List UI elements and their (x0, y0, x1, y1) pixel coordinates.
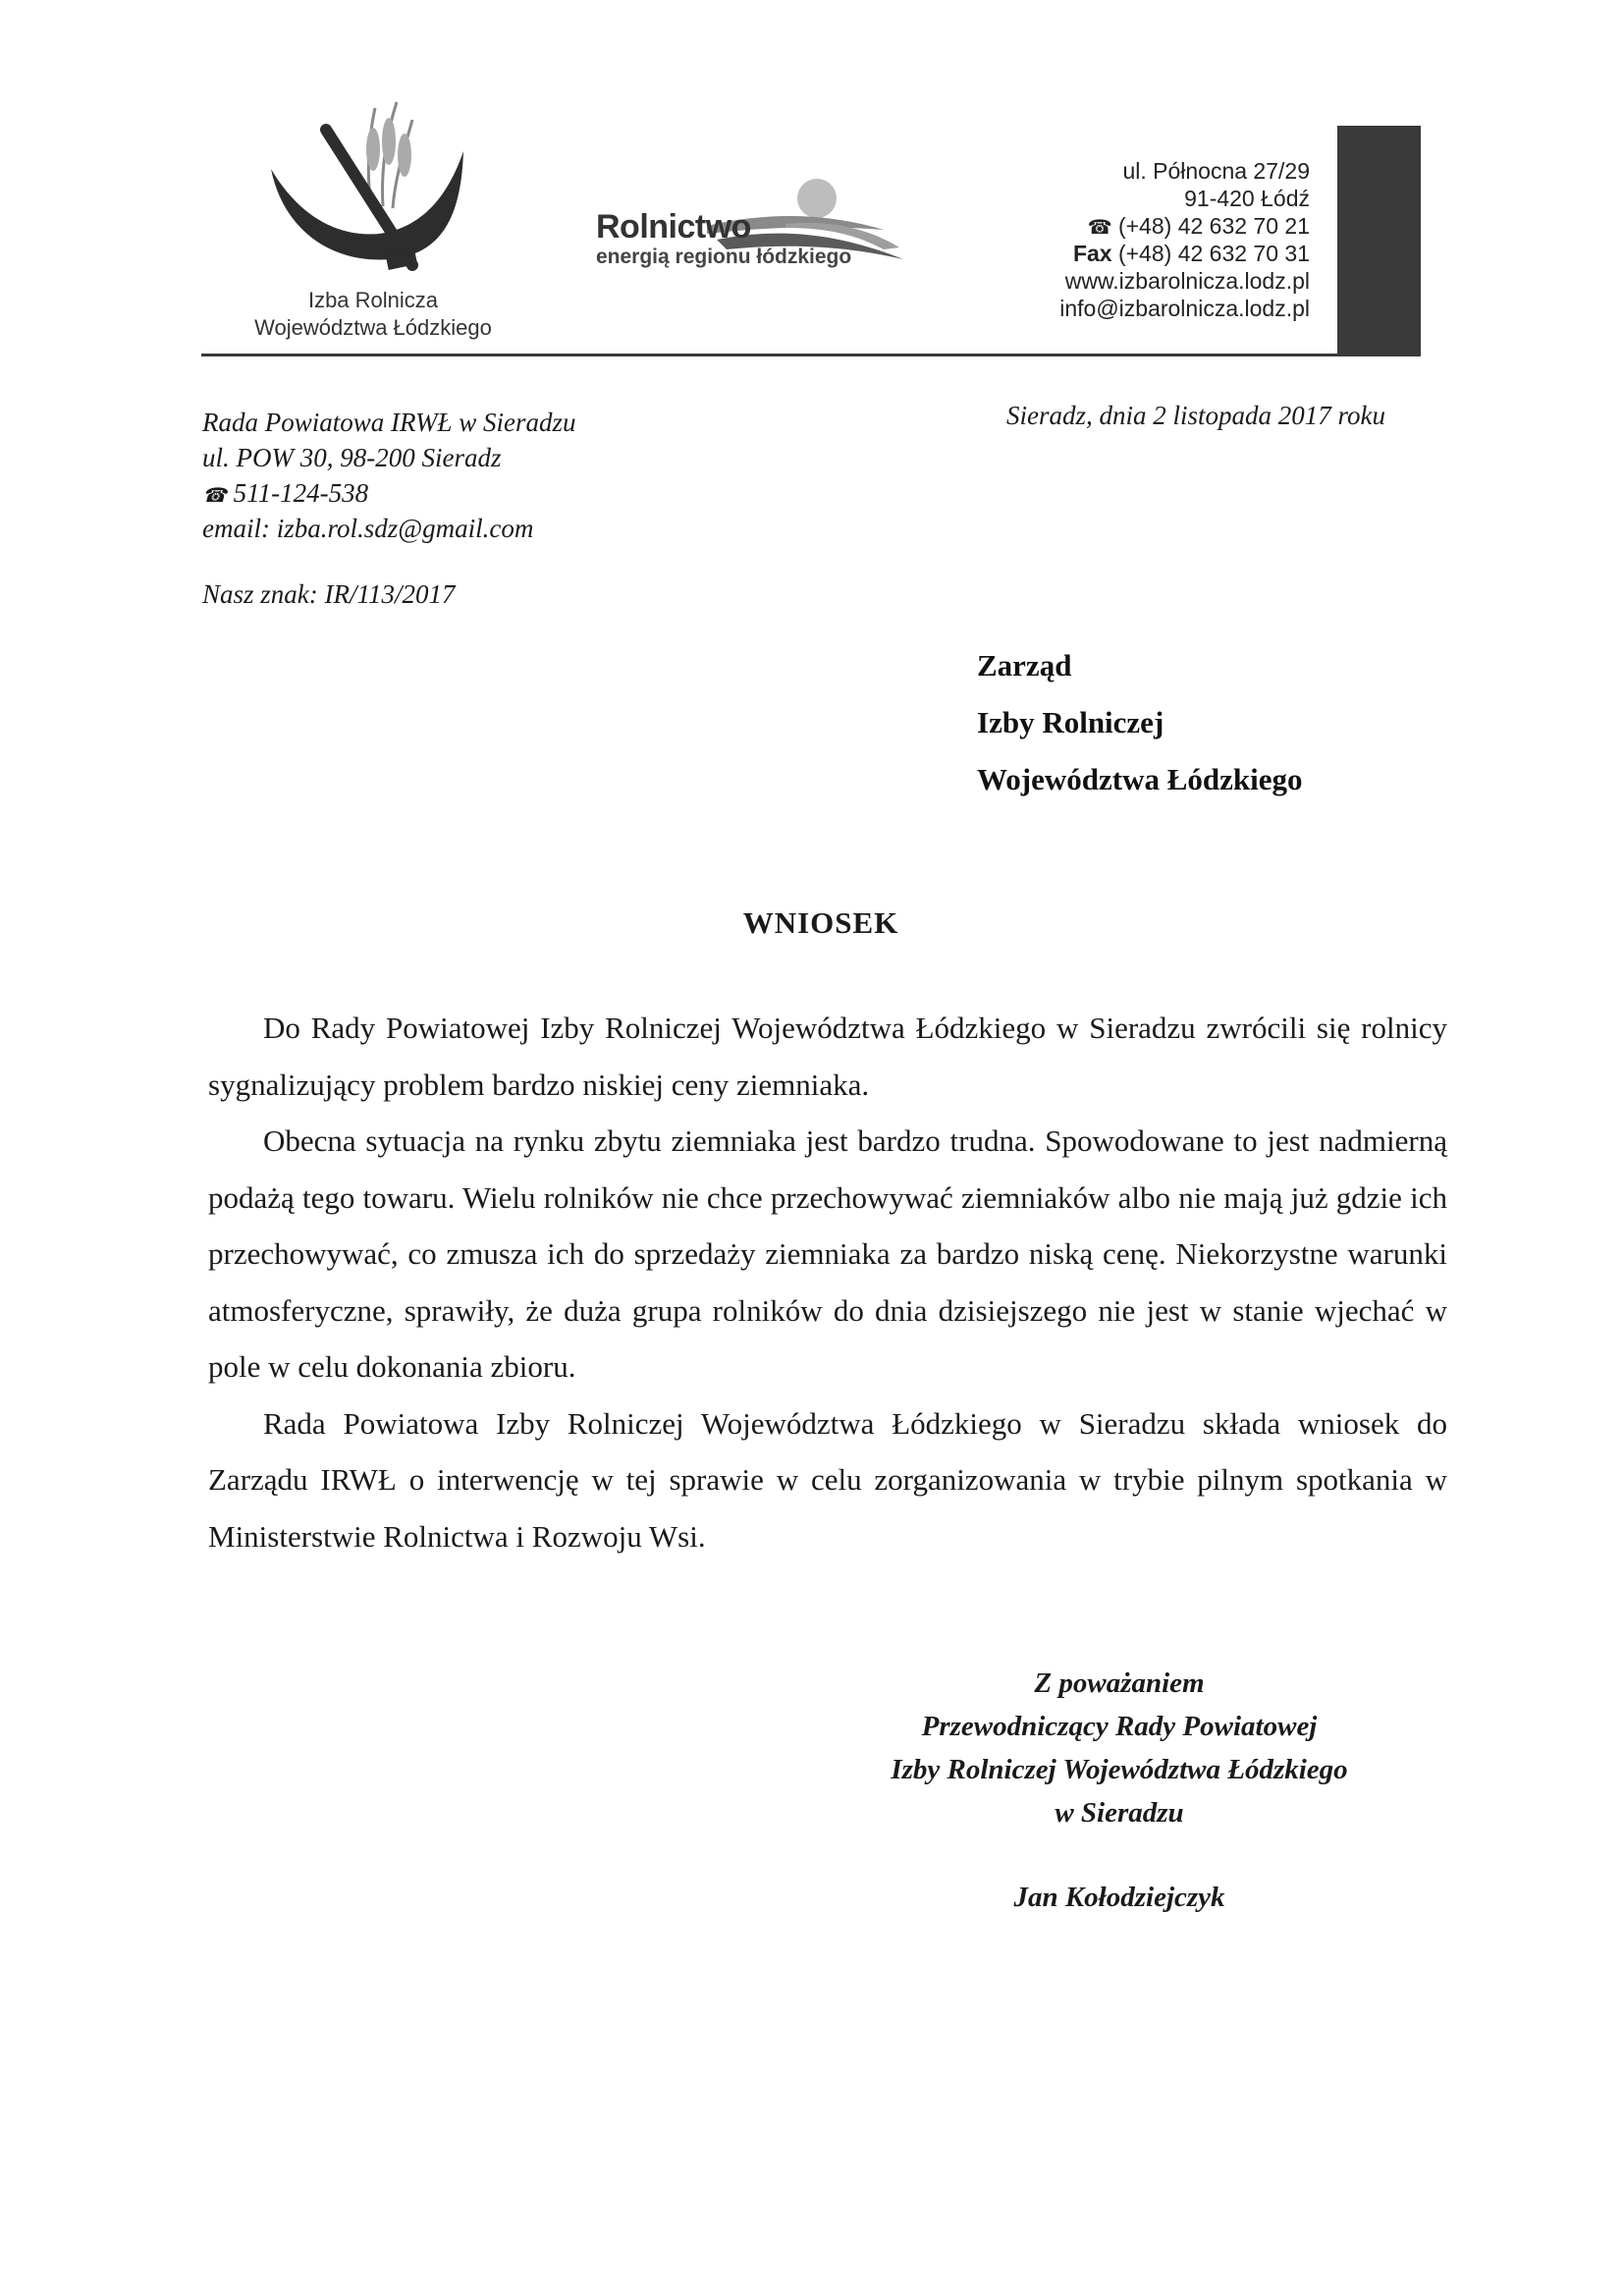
closing-salutation: Z poważaniem (1034, 1667, 1205, 1699)
addressee-line: Zarząd (977, 648, 1072, 683)
letterhead-divider (201, 354, 1421, 356)
document-title: WNIOSEK (742, 905, 899, 940)
sender-phone: 511-124-538 (233, 478, 369, 508)
izba-rolnicza-logo (265, 90, 491, 287)
signatory-role: w Sieradzu (1055, 1797, 1184, 1829)
body-paragraph: Do Rady Powiatowej Izby Rolniczej Województwa Łódzkiego w Sieradzu zwrócili się rolnicy sygnalizujący problem bardzo niskiej ceny ziemniaka. (208, 1011, 1447, 1102)
contact-street: ul. Północna 27/29 (1122, 158, 1310, 184)
signatory-name: Jan Kołodziejczyk (1013, 1882, 1225, 1913)
reference-number: Nasz znak: IR/113/2017 (202, 579, 456, 609)
telephone-icon: ☎ (202, 485, 227, 507)
contact-city: 91-420 Łódź (1184, 186, 1310, 211)
contact-website[interactable]: www.izbarolnicza.lodz.pl (1064, 268, 1310, 294)
org-name-line1: Izba Rolnicza (307, 288, 439, 312)
contact-email[interactable]: info@izbarolnicza.lodz.pl (1059, 296, 1310, 321)
body-paragraph: Rada Powiatowa Izby Rolniczej Województwa Łódzkiego w Sieradzu składa wniosek do Zarządu IRWŁ o interwencję w tej sprawie w celu zorganizowania w trybie pilnym spotkania w Ministerstwie Rolnictwa i Rozwoju Wsi. (208, 1405, 1447, 1554)
signatory-role: Przewodniczący Rady Powiatowej (921, 1711, 1318, 1742)
addressee-line: Izby Rolniczej (977, 705, 1164, 739)
sender-phone-line (202, 475, 368, 514)
contact-phone: (+48) 42 632 70 21 (1117, 213, 1310, 239)
campaign-subtitle: energią regionu łódzkiego (596, 246, 852, 268)
contact-phone-line (897, 212, 1310, 242)
signatory-role: Izby Rolniczej Województwa Łódzkiego (891, 1754, 1348, 1785)
body-paragraph: Obecna sytuacja na rynku zbytu ziemniaka jest bardzo trudna. Spowodowane to jest nadmierną podażą tego towaru. Wielu rolników nie chce przechowywać ziemniaków albo nie mają już gdzie ich przechowywać, co zmusza ich do sprzedaży ziemniaka za bardzo niską cenę. Niekorzystne warunki atmosferyczne, sprawiły, że duża grupa rolników do dnia dzisiejszego nie jest w stanie wjechać w pole w celu dokonania zbioru. (208, 1123, 1447, 1384)
date-line: Sieradz, dnia 2 listopada 2017 roku (1006, 401, 1386, 430)
fax-label: Fax (1072, 241, 1112, 266)
campaign-title: Rolnictwo (596, 208, 751, 246)
sender-address: ul. POW 30, 98-200 Sieradz (202, 443, 502, 472)
org-name-line2: Województwa Łódzkiego (254, 315, 492, 340)
letterhead-side-bar (1337, 126, 1421, 356)
sender-org: Rada Powiatowa IRWŁ w Sieradzu (202, 408, 576, 437)
contact-fax: (+48) 42 632 70 31 (1117, 241, 1310, 266)
telephone-icon: ☎ (1087, 217, 1112, 239)
addressee-line: Województwa Łódzkiego (977, 762, 1303, 796)
contact-fax-line (897, 240, 1310, 267)
sender-email: email: izba.rol.sdz@gmail.com (202, 514, 534, 543)
letter-body (208, 1000, 1447, 1564)
